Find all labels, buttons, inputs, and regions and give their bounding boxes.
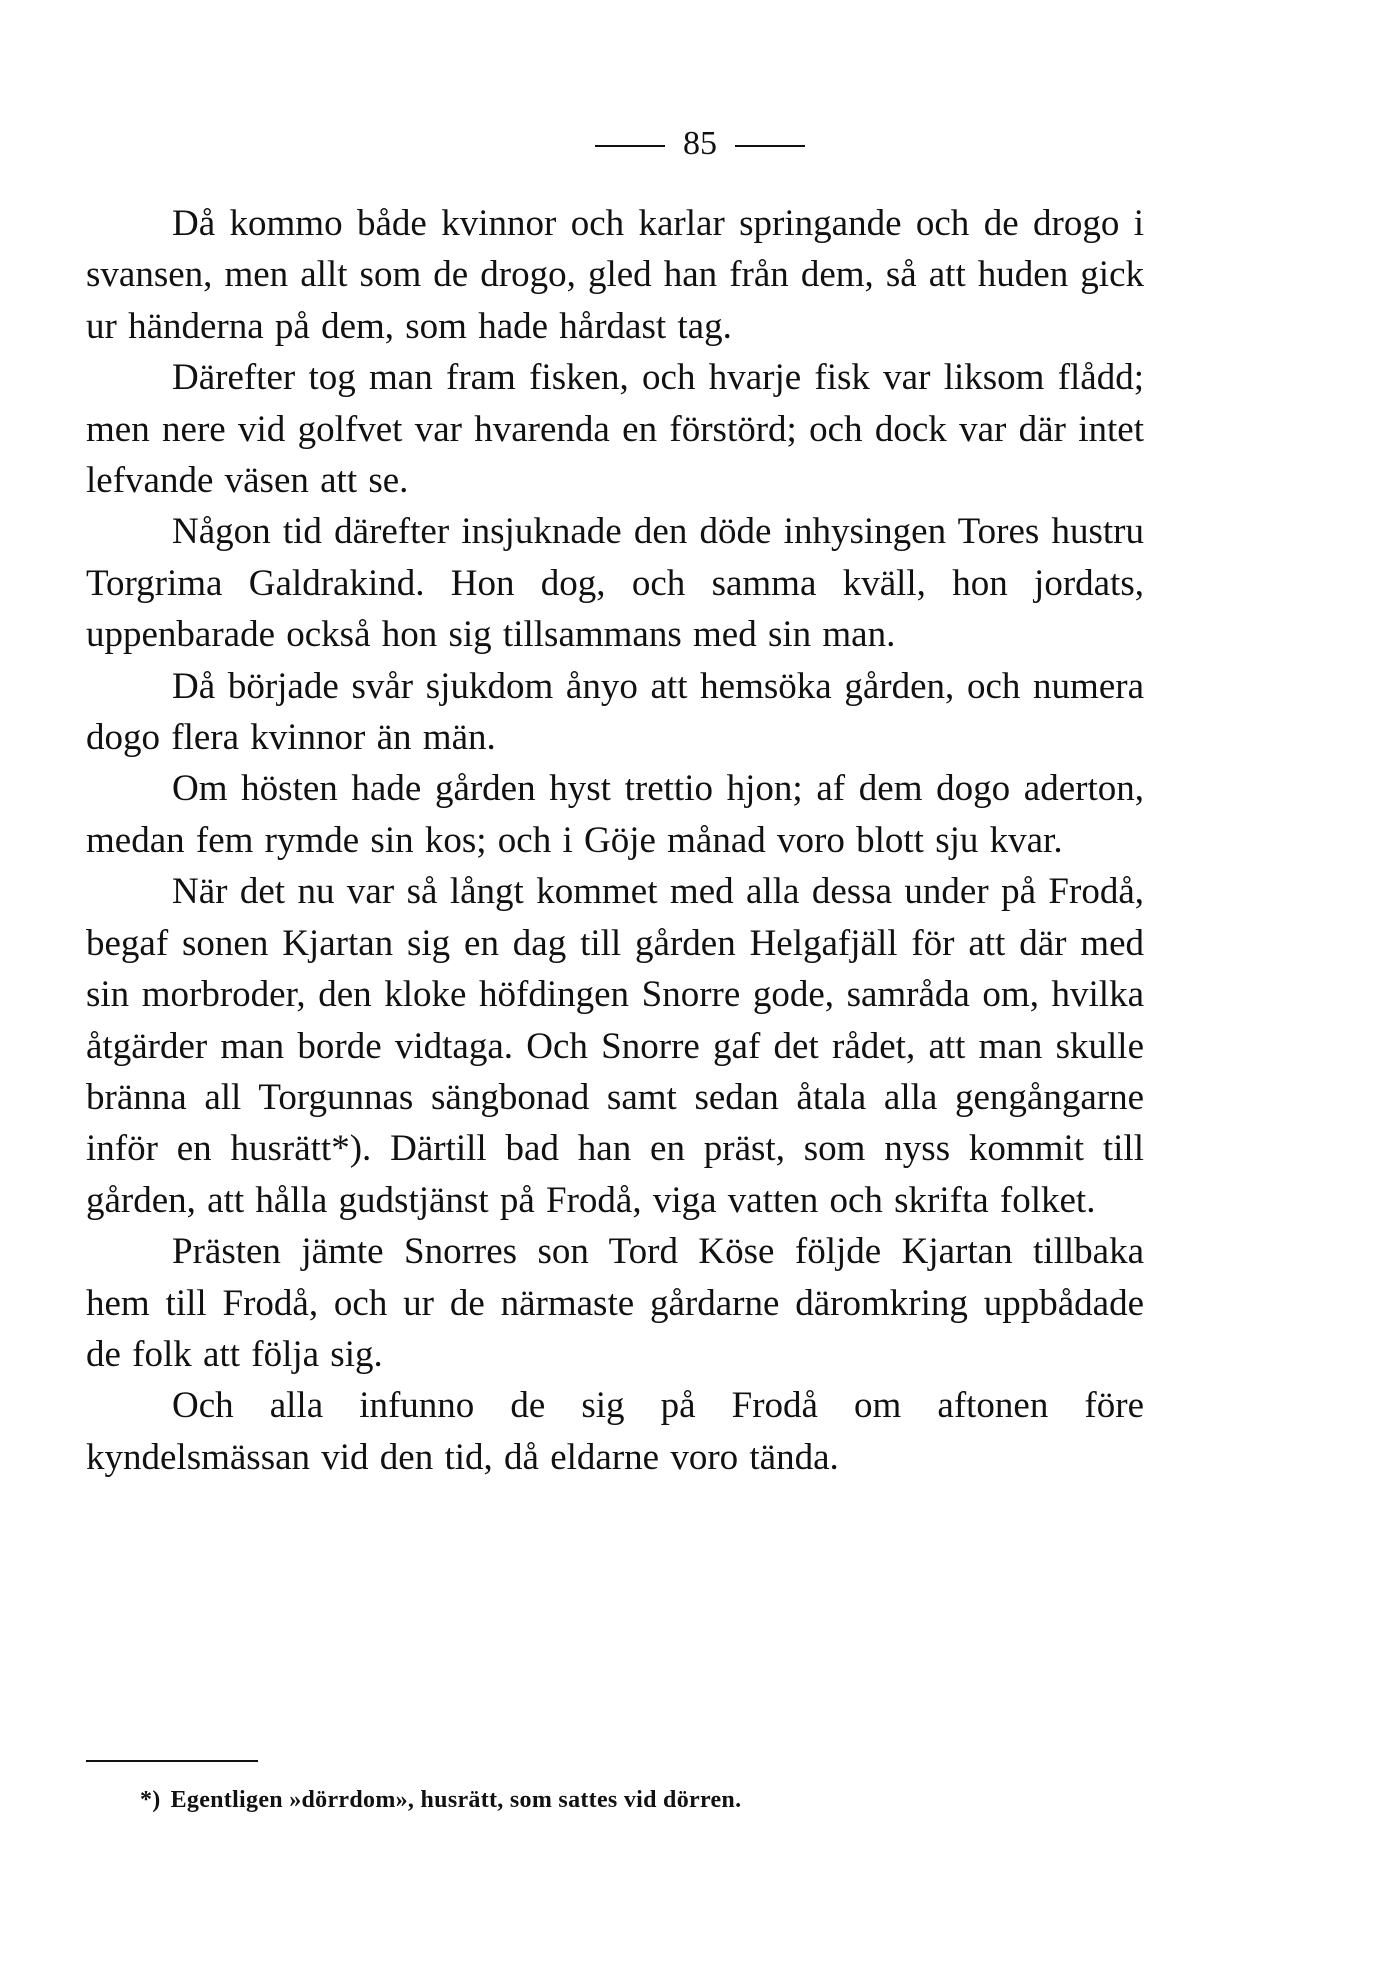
paragraph: Då började svår sjukdom ånyo att hemsöka gården, och numera dogo flera kvinnor än män. (86, 665, 1144, 759)
paragraph: Om hösten hade gården hyst trettio hjon; af dem dogo aderton, medan fem rymde sin kos; och i Göje månad voro blott sju kvar. (86, 768, 1144, 861)
body-text (86, 198, 1144, 1483)
footnote (140, 1785, 1140, 1815)
paragraph: Därefter tog man fram fisken, och hvarje fisk var liksom flådd; men nere vid golfvet var hvarenda en förstörd; och dock var där intet lefvande väsen att se. (86, 357, 1144, 502)
left-dash (595, 145, 665, 147)
paragraph: Någon tid därefter insjuknade den döde inhysingen Tores hustru Torgrima Galdrakind. Hon dog, och samma kväll, hon jordats, uppenbarade också hon sig tillsammans med sin man. (86, 511, 1144, 656)
footnote-mark: *) (140, 1787, 161, 1813)
footnote-divider (86, 1760, 258, 1762)
paragraph: Prästen jämte Snorres son Tord Köse följde Kjartan tillbaka hem till Frodå, och ur de närmaste gårdarne däromkring uppbådade de folk att följa sig. (86, 1231, 1144, 1375)
right-dash (735, 145, 805, 147)
paragraph: Då kommo både kvinnor och karlar springande och de drogo i svansen, men allt som de drogo, gled han från dem, så att huden gick ur händerna på dem, som hade hårdast tag. (86, 203, 1144, 347)
page-number: 85 (683, 125, 717, 162)
paragraph: Och alla infunno de sig på Frodå om aftonen före kyndelsmässan vid den tid, då eldarne voro tända. (86, 1385, 1144, 1478)
footnote-text: Egentligen »dörrdom», husrätt, som sattes vid dörren. (170, 1787, 742, 1813)
paragraph: När det nu var så långt kommet med alla dessa under på Frodå, begaf sonen Kjartan sig en dag till gården Helgafjäll för att där med sin morbroder, den kloke höfdingen Snorre gode, samråda om, hvilka åtgärder man borde vidtaga. Och Snorre gaf det rådet, att man skulle bränna all Torgunnas sängbonad samt sedan åtala alla gengångarne inför en husrätt*). Därtill bad han en präst, som nyss kommit till gården, att hålla gudstjänst på Frodå, viga vatten och skrifta folket. (86, 871, 1144, 1221)
page-number-header (0, 124, 1400, 164)
